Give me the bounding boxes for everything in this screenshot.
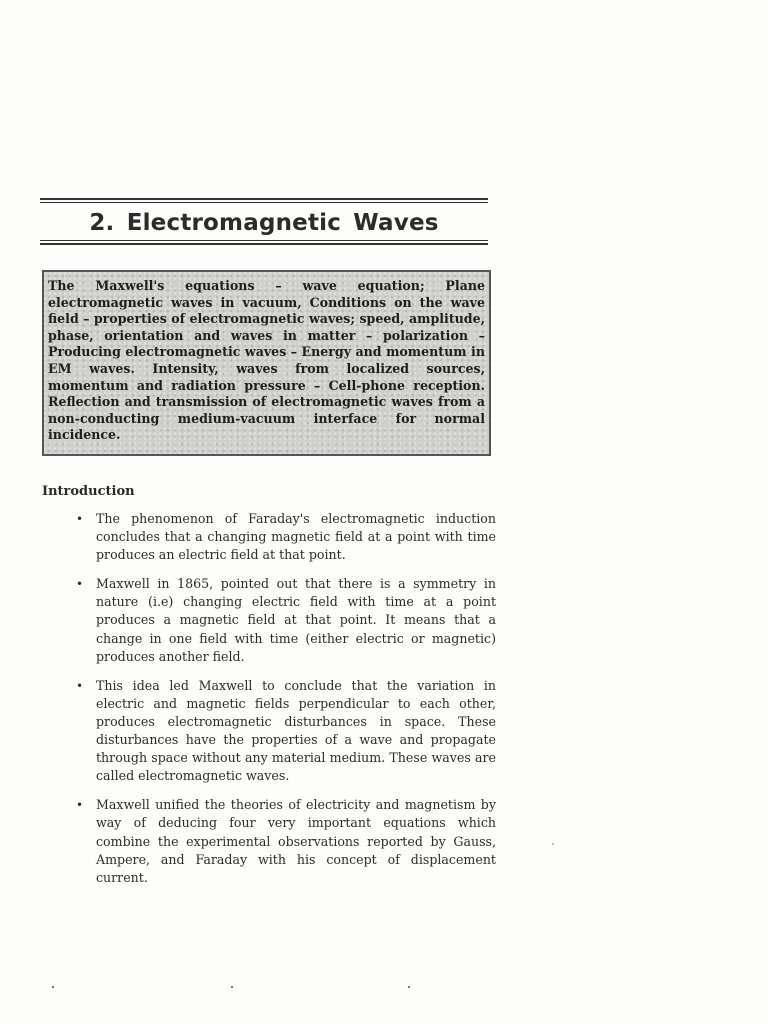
scan-speck <box>552 843 554 845</box>
introduction-bullet-list <box>76 510 496 887</box>
chapter-title-block <box>40 198 488 245</box>
chapter-title: 2. Electromagnetic Waves <box>89 210 439 236</box>
bullet-icon: • <box>76 512 84 526</box>
list-item <box>76 575 496 665</box>
scan-speck <box>231 986 233 988</box>
bullet-icon: • <box>76 678 84 693</box>
scan-speck <box>408 986 410 988</box>
bullet-icon: • <box>76 577 84 592</box>
title-bottom-rule <box>40 243 488 245</box>
bullet-text: Maxwell unified the theories of electricity and magnetism by way of deducing four very important equations which combine the experimental observations reported by Gauss, Ampere, and Faraday with his concept of displacement current. <box>96 797 496 885</box>
syllabus-box: The Maxwell's equations – wave equation; Plane electromagnetic waves in vacuum, Conditions on the wave field – properties of electromagnetic waves; speed, amplitude, phase, orientation and waves in matter – polarization – Producing electromagnetic waves – Energy and momentum in EM waves. Intensity, waves from localized sources, momentum and radiation pressure – Cell-phone reception. Reflection and transmission of electromagnetic waves from a non-conducting medium-vacuum interface for normal incidence. <box>42 270 491 456</box>
bullet-text: This idea led Maxwell to conclude that the variation in electric and magnetic fields perpendicular to each other, produces electromagnetic disturbances in space. These disturbances have the properties of a wave and propagate through space without any material medium. These waves are called electromagnetic waves. <box>96 677 496 784</box>
list-item <box>76 796 496 886</box>
scan-speck <box>52 986 54 988</box>
bullet-text: Maxwell in 1865, pointed out that there is a symmetry in nature (i.e) changing electric field with time at a point produces a magnetic field at that point. It means that a change in one field with time (either electric or magnetic) produces another field. <box>96 576 496 664</box>
list-item <box>76 510 496 564</box>
list-item <box>76 677 496 786</box>
bullet-text: The phenomenon of Faraday's electromagnetic induction concludes that a changing magnetic field at a point with time produces an electric field at that point. <box>96 511 496 563</box>
section-heading-introduction: Introduction <box>42 484 135 499</box>
bullet-icon: • <box>76 798 84 813</box>
